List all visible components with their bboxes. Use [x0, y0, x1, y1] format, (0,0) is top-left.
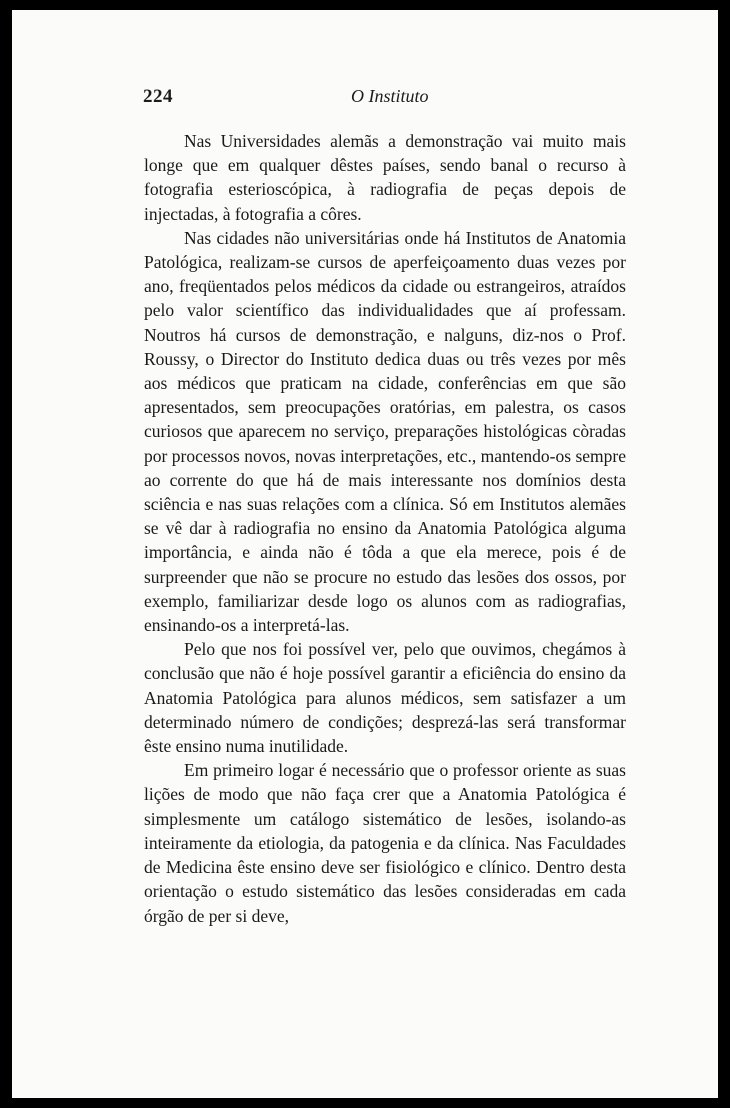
paragraph: Nas Universidades alemãs a demonstração vai muito mais longe que em qualquer dêstes países, sendo banal o recurso à fotografia esterioscópica, à radiografia de peças depois de injectadas, à fotografia a côres.: [144, 131, 626, 224]
page-header: [143, 86, 623, 116]
paragraph: Em primeiro logar é necessário que o professor oriente as suas lições de modo que não faça crer que a Anatomia Patológica é simplesmente um catálogo sistemático de lesões, isolando-as inteiramente da etiologia, da patogenia e da clínica. Nas Faculdades de Medicina êste ensino deve ser fisiológico e clínico. Dentro desta orientação o estudo sistemático das lesões consideradas em cada órgão de per si deve,: [144, 760, 626, 926]
page-number: 224: [143, 86, 173, 107]
running-title: O Instituto: [351, 86, 429, 106]
book-page: [12, 10, 718, 1098]
paragraph: Nas cidades não universitárias onde há Institutos de Anatomia Patológica, realizam-se cursos de aperfeiçoamento duas vezes por ano, freqüentados pelos médicos da cidade ou estrangeiros, atraídos pelo valor scientífico das individualidades que aí professam. Noutros há cursos de demonstração, e nalguns, diz-nos o Prof. Roussy, o Director do Instituto dedica duas ou três vezes por mês aos médicos que praticam na cidade, conferências em que são apresentados, sem preocupações oratórias, em palestra, os casos curiosos que aparecem no serviço, preparações histológicas còradas por processos novos, novas interpretações, etc., mantendo-os sempre ao corrente do que há de mais interessante nos domínios desta sciência e nas suas relações com a clínica. Só em Institutos alemães se vê dar à radiografia no ensino da Anatomia Patológica alguma importância, e ainda não é tôda a que ela merece, pois é de surpreender que não se procure no estudo das lesões dos ossos, por exemplo, familiarizar desde logo os alunos com as radiografias, ensinando-os a interpretá-las.: [144, 227, 626, 636]
body-text: [144, 129, 626, 928]
paragraph: Pelo que nos foi possível ver, pelo que ouvimos, chegámos à conclusão que não é hoje possível garantir a eficiência do ensino da Anatomia Patológica para alunos médicos, sem satisfazer a um determinado número de condições; desprezá-las será transformar êste ensino numa inutilidade.: [144, 639, 626, 757]
